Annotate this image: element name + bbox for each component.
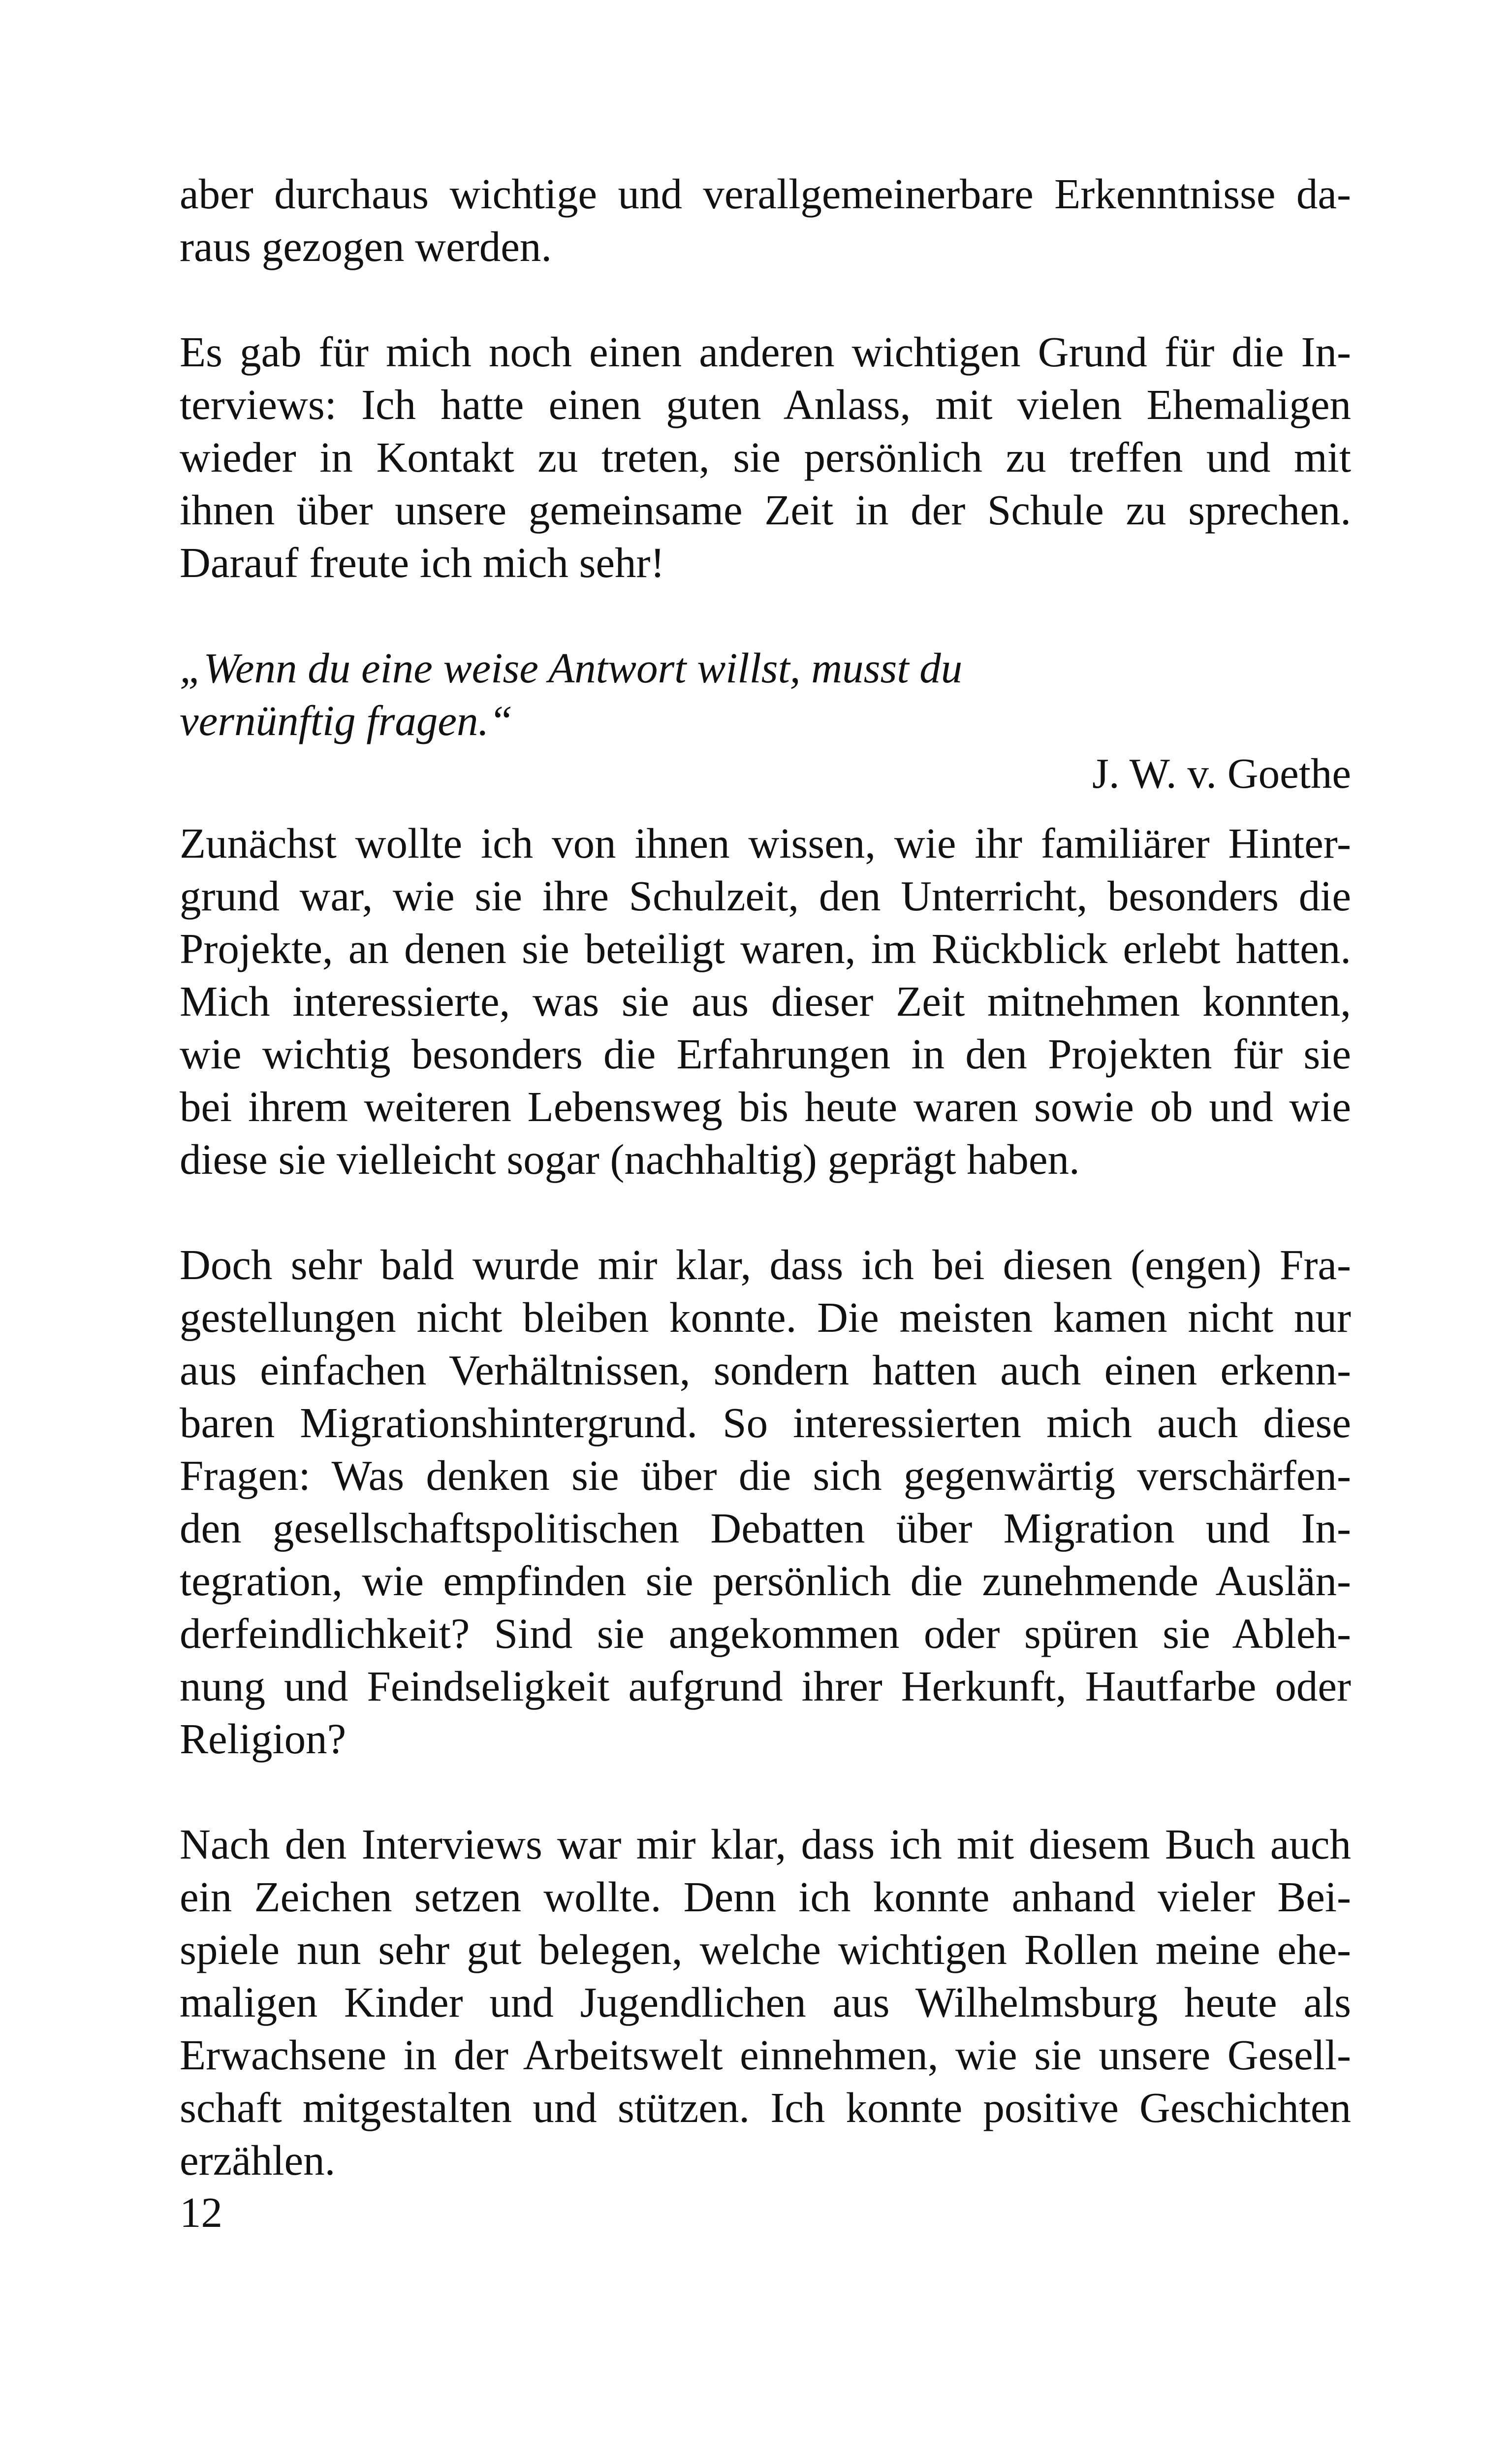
- text-line: wie wichtig besonders die Erfahrungen in den Projekten für sie: [180, 1030, 1351, 1078]
- paragraph-spacer: [180, 1765, 1351, 1818]
- page-number: 12: [180, 2188, 222, 2236]
- paragraph-spacer: [180, 1186, 1351, 1238]
- quote-author: J. W. v. Goethe: [1092, 749, 1351, 797]
- text-line: Zunächst wollte ich von ihnen wissen, wie ihr familiärer Hinter-: [180, 819, 1351, 867]
- paragraph-spacer: [180, 589, 1351, 642]
- paragraph-3: [180, 817, 1351, 1186]
- text-line: bei ihrem weiteren Lebensweg bis heute waren sowie ob und wie: [180, 1083, 1351, 1130]
- book-page: [180, 167, 1351, 2186]
- text-line: Mich interessierte, was sie aus dieser Zeit mitnehmen konnten,: [180, 977, 1351, 1025]
- text-line: terviews: Ich hatte einen guten Anlass, mit vielen Ehemaligen: [180, 381, 1351, 428]
- text-line: spiele nun sehr gut belegen, welche wichtigen Rollen meine ehe-: [180, 1926, 1351, 1973]
- text-line: Fragen: Was denken sie über die sich gegenwärtig verschärfen-: [180, 1451, 1351, 1499]
- paragraph-4: [180, 1238, 1351, 1765]
- paragraph-spacer: [180, 273, 1351, 325]
- text-line: gestellungen nicht bleiben konnte. Die meisten kamen nicht nur: [180, 1293, 1351, 1341]
- text-line: Nach den Interviews war mir klar, dass ich mit diesem Buch auch: [180, 1820, 1351, 1868]
- text-line: nung und Feindseligkeit aufgrund ihrer Herkunft, Hautfarbe oder: [180, 1662, 1351, 1710]
- text-line: baren Migrationshintergrund. So interessierten mich auch diese: [180, 1399, 1351, 1447]
- text-line: Es gab für mich noch einen anderen wichtigen Grund für die In-: [180, 328, 1351, 376]
- text-line: ihnen über unsere gemeinsame Zeit in der Schule zu sprechen.: [180, 486, 1351, 534]
- text-line: Religion?: [180, 1715, 346, 1763]
- text-line: erzählen.: [180, 2136, 336, 2184]
- text-line: grund war, wie sie ihre Schulzeit, den Unterricht, besonders die: [180, 872, 1351, 920]
- text-line: aber durchaus wichtige und verallgemeinerbare Erkenntnisse da-: [180, 170, 1351, 218]
- text-line: diese sie vielleicht sogar (nachhaltig) geprägt haben.: [180, 1135, 1080, 1183]
- quote-line: „Wenn du eine weise Antwort willst, musst du: [180, 644, 963, 692]
- paragraph-2: [180, 325, 1351, 589]
- text-line: aus einfachen Verhältnissen, sondern hatten auch einen erkenn-: [180, 1346, 1351, 1394]
- quote-line: vernünftig fragen.“: [180, 697, 513, 744]
- paragraph-1: [180, 167, 1351, 273]
- text-line: Darauf freute ich mich sehr!: [180, 539, 665, 586]
- text-line: Doch sehr bald wurde mir klar, dass ich bei diesen (engen) Fra-: [180, 1241, 1351, 1288]
- text-line: ein Zeichen setzen wollte. Denn ich konnte anhand vieler Bei-: [180, 1873, 1351, 1921]
- paragraph-5: [180, 1818, 1351, 2186]
- text-line: Projekte, an denen sie beteiligt waren, im Rückblick erlebt hatten.: [180, 925, 1351, 972]
- text-line: tegration, wie empfinden sie persönlich die zunehmende Auslän-: [180, 1557, 1351, 1605]
- text-line: maligen Kinder und Jugendlichen aus Wilhelmsburg heute als: [180, 1978, 1351, 2026]
- paragraph-spacer: [180, 800, 1351, 817]
- text-line: schaft mitgestalten und stützen. Ich konnte positive Geschichten: [180, 2084, 1351, 2131]
- text-line: derfeindlichkeit? Sind sie angekommen oder spüren sie Ableh-: [180, 1609, 1351, 1657]
- text-line: raus gezogen werden.: [180, 223, 552, 270]
- goethe-quote: [180, 642, 1351, 747]
- text-line: den gesellschaftspolitischen Debatten über Migration und In-: [180, 1504, 1351, 1552]
- text-line: Erwachsene in der Arbeitswelt einnehmen, wie sie unsere Gesell-: [180, 2031, 1351, 2079]
- text-line: wieder in Kontakt zu treten, sie persönlich zu treffen und mit: [180, 433, 1351, 481]
